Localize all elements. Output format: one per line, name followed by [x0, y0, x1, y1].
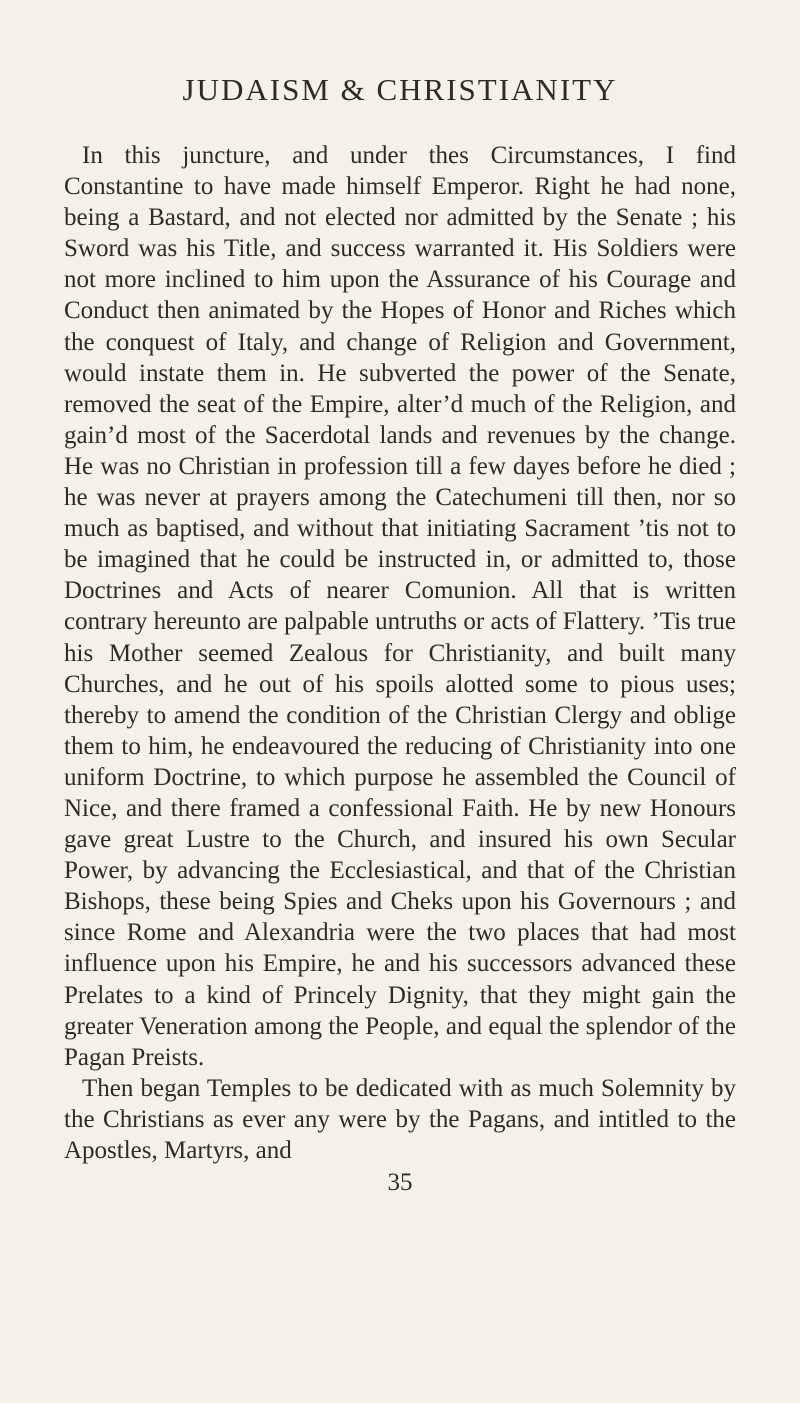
running-head: JUDAISM & CHRISTIANITY	[182, 72, 618, 107]
paragraph: Then began Temples to be dedicated with as much Solemnity by the Christians as ever any were by the Pagans, and intitled to the Apostles, Martyrs, and	[64, 1074, 736, 1164]
book-page	[64, 72, 736, 1198]
page-number: 35	[387, 1169, 413, 1197]
body-text	[64, 140, 736, 1166]
paragraph: In this juncture, and under thes Circumstances, I find Constantine to have made himself Emperor. Right he had none, being a Bastard, and not elected nor admitted by the Senate ; his Sword was his Title, and success warranted it. His Soldiers were not more inclined to him upon the Assurance of his Courage and Conduct then animated by the Hopes of Honor and Riches which the conquest of Italy, and change of Religion and Government, would instate them in. He subverted the power of the Senate, removed the seat of the Empire, alter’d much of the Religion, and gain’d most of the Sacerdotal lands and revenues by the change. He was no Christian in profession till a few dayes before he died ; he was never at prayers among the Catechumeni till then, nor so much as baptised, and without that initiating Sacrament ’tis not to be imagined that he could be instructed in, or admitted to, those Doctrines and Acts of nearer Comunion. All that is written contrary hereunto are palpable untruths or acts of Flattery. ’Tis true his Mother seemed Zealous for Christianity, and built many Churches, and he out of his spoils alotted some to pious uses; thereby to amend the condition of the Christian Clergy and oblige them to him, he endeavoured the reducing of Christianity into one uniform Doctrine, to which purpose he assembled the Council of Nice, and there framed a confessional Faith. He by new Honours gave great Lustre to the Church, and insured his own Secular Power, by advancing the Ecclesiastical, and that of the Christian Bishops, these being Spies and Cheks upon his Governours ; and since Rome and Alexandria were the two places that had most influence upon his Empire, he and his successors advanced these Prelates to a kind of Princely Dignity, that they might gain the greater Veneration among the People, and equal the splendor of the Pagan Preists.	[64, 142, 736, 1071]
